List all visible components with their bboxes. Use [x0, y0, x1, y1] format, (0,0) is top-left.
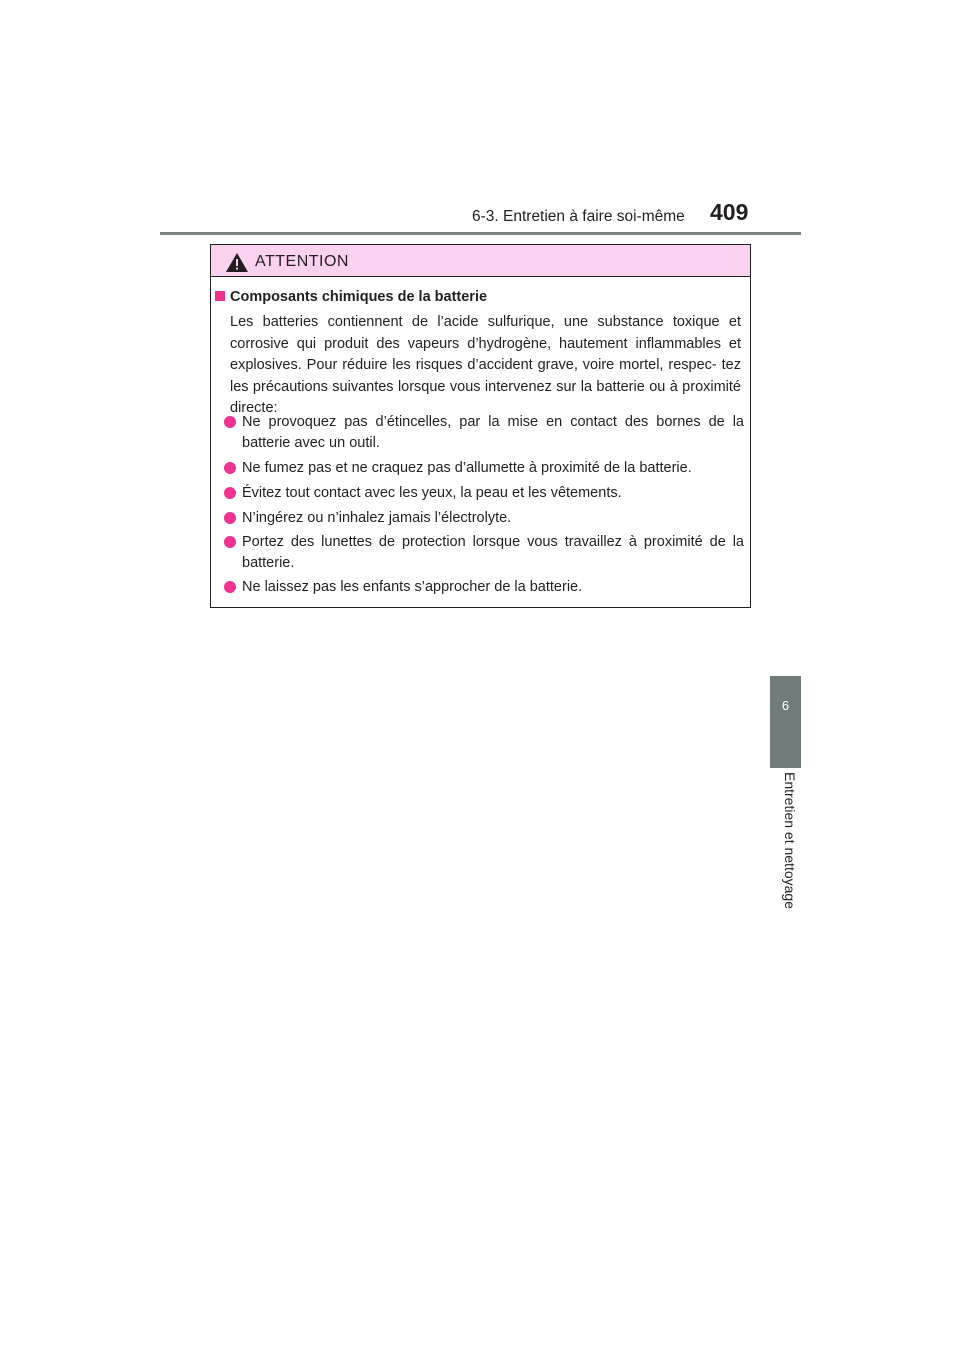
- warning-title: ATTENTION: [255, 253, 349, 270]
- warning-header: [211, 245, 750, 277]
- chapter-label: Entretien et nettoyage: [782, 772, 798, 909]
- bullet-dot-icon: [224, 581, 236, 593]
- bullet-dot-icon: [224, 487, 236, 499]
- list-item: Ne laissez pas les enfants s’approcher de la batterie.: [224, 577, 744, 598]
- list-item: Ne provoquez pas d’étincelles, par la mise en contact des bornes de la batterie avec un outil.: [224, 412, 744, 453]
- warning-intro: Les batteries contiennent de l’acide sulfurique, une substance toxique et corrosive qui produit des vapeurs d’hydrogène, hautement inflammables et explosives. Pour réduire les risques d’accident grave, voire mortel, respec- tez les précautions suivantes lorsque vous intervenez sur la batterie ou à proximité directe:: [230, 314, 741, 417]
- warning-triangle-icon: [226, 253, 248, 272]
- warning-heading: Composants chimiques de la batterie: [215, 289, 487, 305]
- bullet-dot-icon: [224, 462, 236, 474]
- square-bullet-icon: [215, 291, 225, 301]
- bullet-dot-icon: [224, 416, 236, 428]
- bullet-dot-icon: [224, 512, 236, 524]
- bullet-dot-icon: [224, 536, 236, 548]
- chapter-tab: [770, 676, 801, 768]
- warning-box: [210, 244, 751, 608]
- header-rule: [160, 232, 801, 235]
- page-number: 409: [710, 199, 749, 225]
- chapter-number: 6: [781, 698, 790, 713]
- list-item: N’ingérez ou n’inhalez jamais l’électrolyte.: [224, 508, 744, 529]
- list-item: Portez des lunettes de protection lorsque vous travaillez à proximité de la batterie.: [224, 532, 744, 573]
- list-item: Évitez tout contact avec les yeux, la peau et les vêtements.: [224, 483, 744, 504]
- list-item: Ne fumez pas et ne craquez pas d’allumette à proximité de la batterie.: [224, 458, 744, 479]
- section-title: 6-3. Entretien à faire soi-même: [472, 208, 685, 225]
